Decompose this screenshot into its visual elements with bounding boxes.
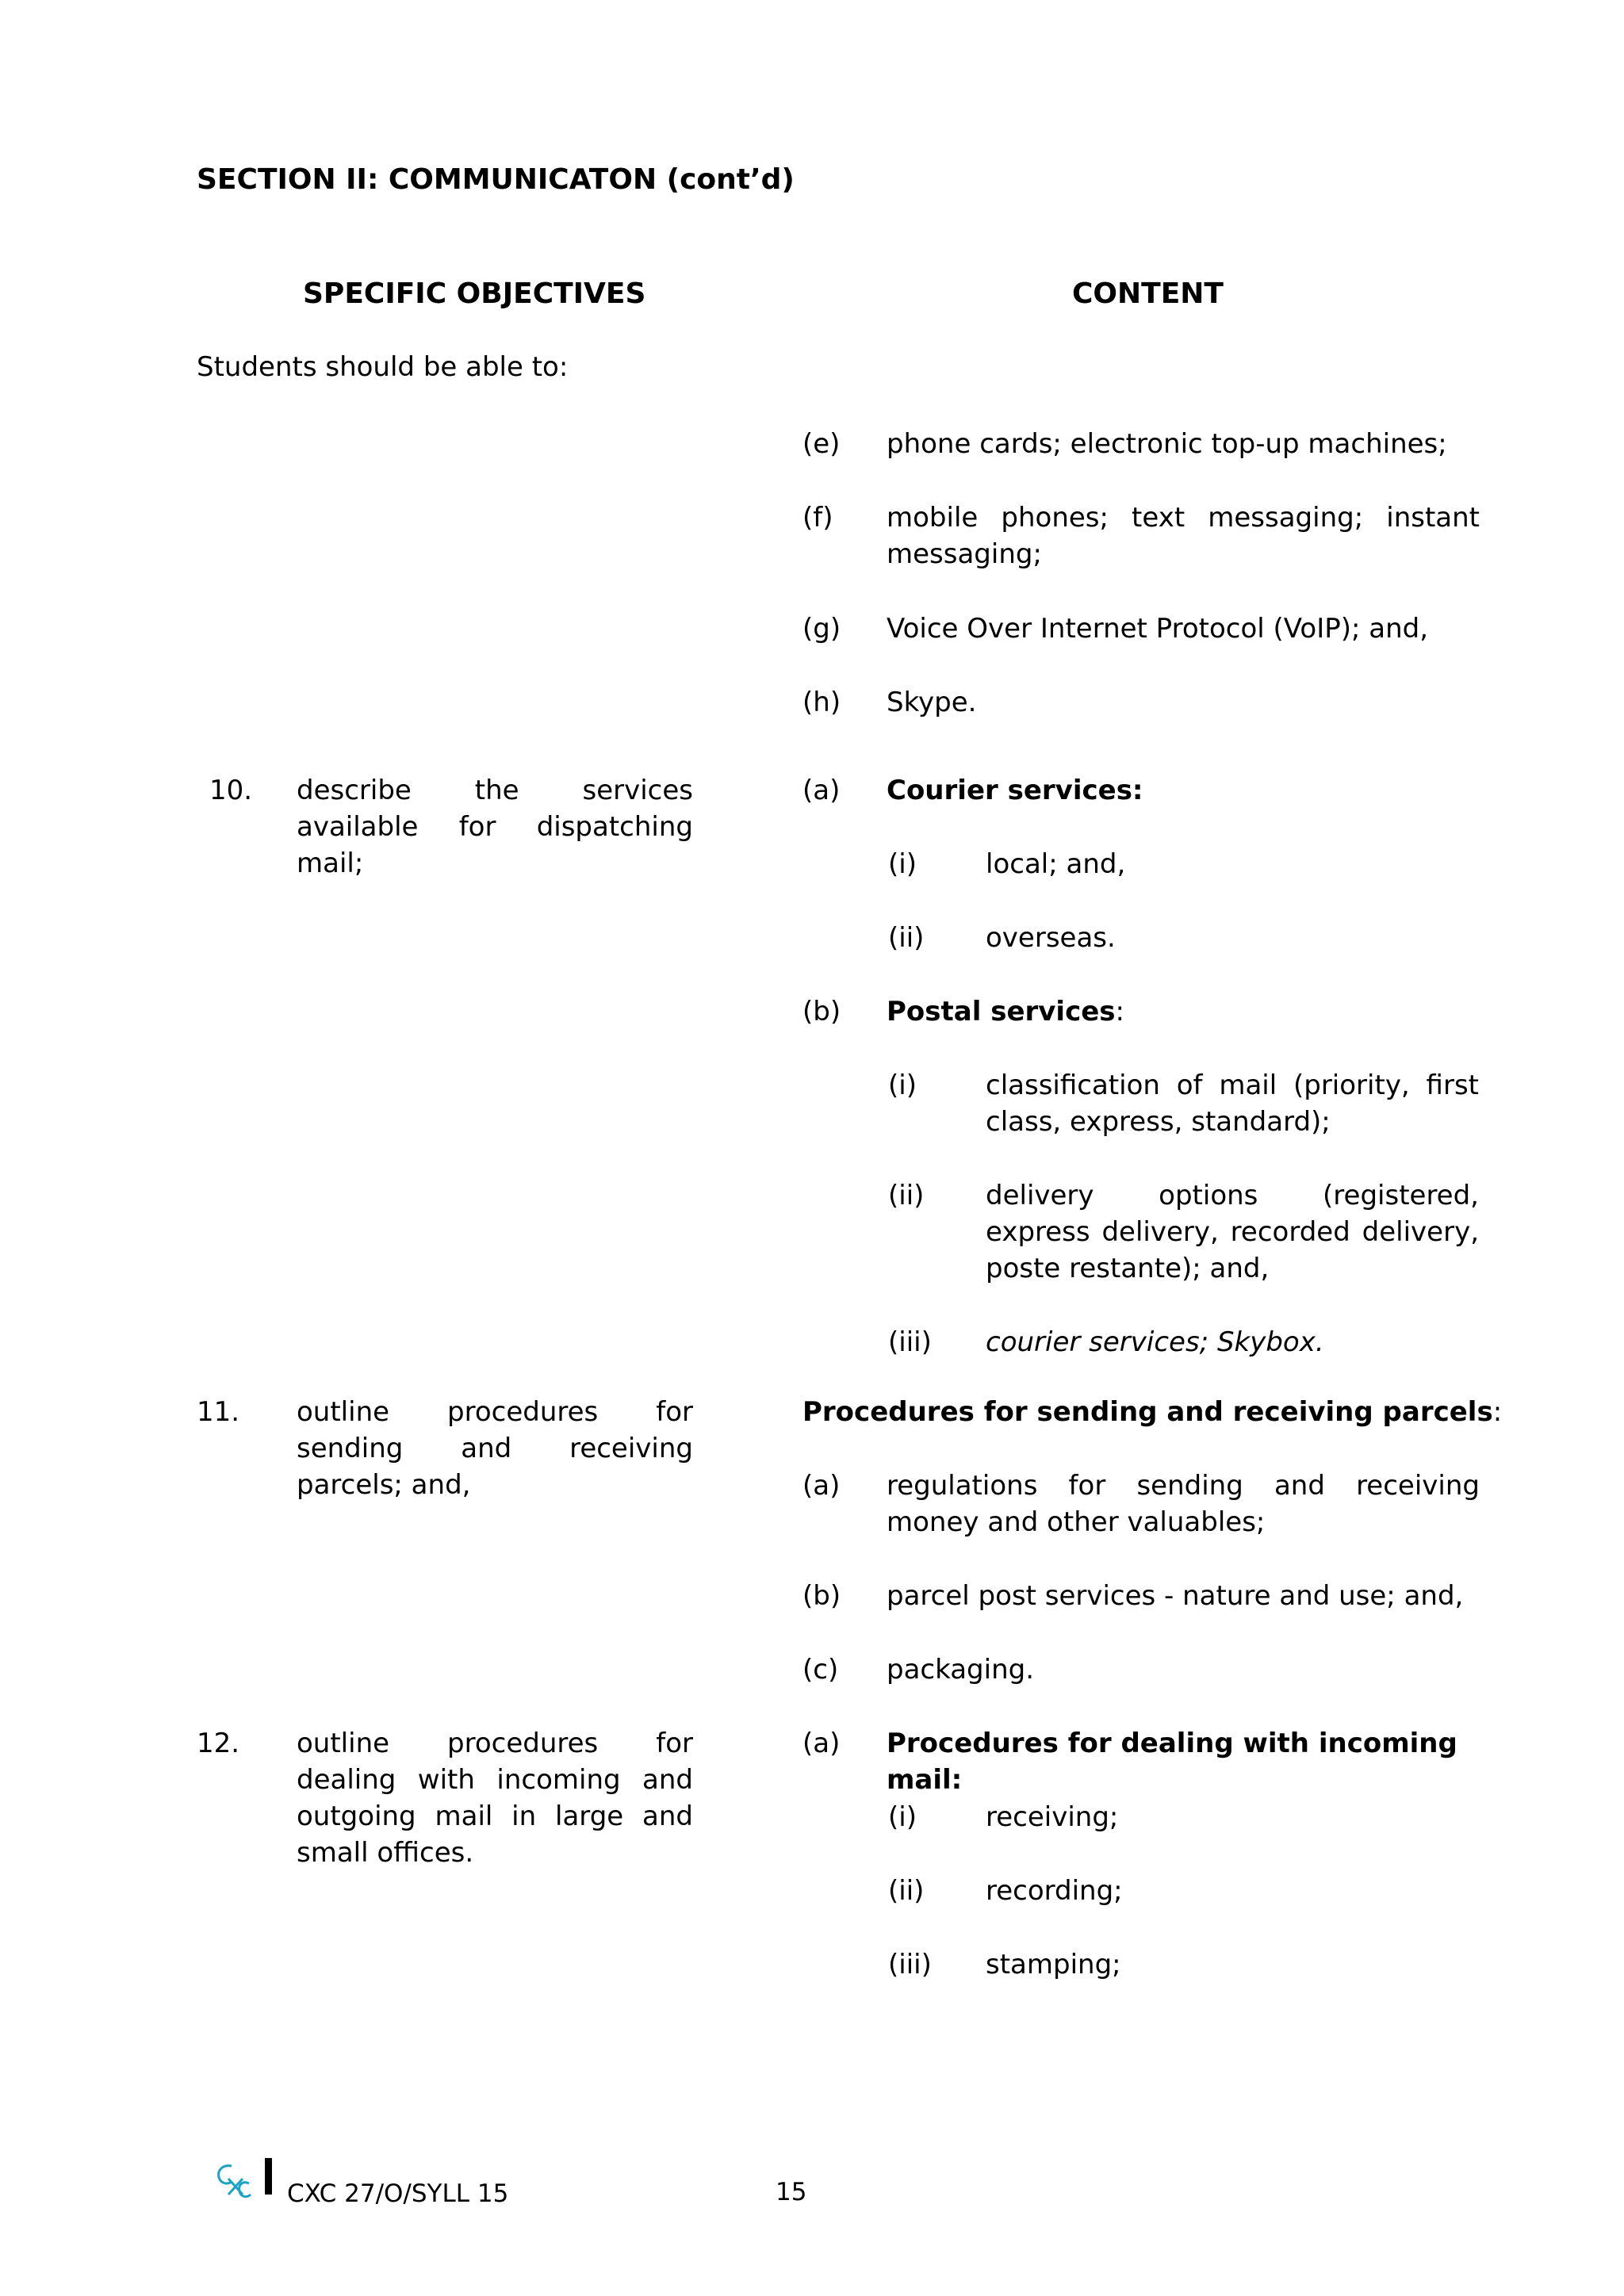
objective-text: describe the services available for dispatching mail; [297, 775, 693, 879]
objective-number: 10. [209, 775, 253, 806]
objective-text: outline procedures for dealing with incoming and outgoing mail in large and small offices. [297, 1728, 693, 1869]
subitem-label: (iii) [888, 1326, 932, 1358]
item-text: phone cards; electronic top-up machines; [887, 428, 1447, 460]
subitem-label: (ii) [888, 1875, 925, 1907]
subitem-text: stamping; [986, 1949, 1121, 1980]
subitem-text: classification of mail (priority, first class, express, standard); [986, 1070, 1479, 1138]
parcels-heading-colon: : [1492, 1396, 1503, 1428]
subitem-text: local; and, [986, 848, 1126, 880]
subitem-label: (i) [888, 1070, 917, 1101]
footer-divider-bar [265, 2158, 272, 2195]
postal-services-heading-colon: : [1115, 996, 1125, 1027]
item-label: (h) [802, 687, 841, 718]
subitem-label: (ii) [888, 1180, 925, 1211]
item-label: (a) [802, 775, 841, 806]
subitem-label: (ii) [888, 922, 925, 954]
subitem-label: (i) [888, 848, 917, 880]
content-header: CONTENT [1072, 277, 1224, 310]
courier-services-heading: Courier services: [887, 775, 1143, 806]
item-label: (b) [802, 996, 841, 1027]
subitem-text: overseas. [986, 922, 1116, 954]
subitem-label: (i) [888, 1801, 917, 1833]
postal-services-heading-text: Postal services [887, 996, 1116, 1027]
item-text: parcel post services - nature and use; and, [887, 1580, 1464, 1612]
item-label: (a) [802, 1470, 841, 1502]
objective-number: 12. [197, 1728, 240, 1759]
item-label: (e) [802, 428, 841, 460]
footer-syllabus-code: CXC 27/O/SYLL 15 [287, 2179, 509, 2208]
postal-services-heading [887, 993, 1480, 1030]
subitem-label: (iii) [888, 1949, 932, 1980]
objective-number: 11. [197, 1396, 240, 1428]
item-text: regulations for sending and receiving money and other valuables; [887, 1470, 1480, 1538]
objective-text: outline procedures for sending and receiving parcels; and, [297, 1396, 693, 1501]
intro-text: Students should be able to: [197, 351, 569, 383]
item-label: (g) [802, 613, 841, 645]
subitem-text: receiving; [986, 1801, 1119, 1833]
section-title: SECTION II: COMMUNICATON (cont’d) [197, 163, 795, 196]
specific-objectives-header: SPECIFIC OBJECTIVES [303, 277, 646, 310]
item-text: packaging. [887, 1654, 1035, 1686]
footer-page-number: 15 [776, 2178, 807, 2206]
parcels-heading [802, 1394, 1502, 1430]
subitem-text: courier services; Skybox. [986, 1326, 1324, 1358]
item-text: mobile phones; text messaging; instant messaging; [887, 502, 1480, 570]
subitem-text: recording; [986, 1875, 1123, 1907]
item-label: (c) [802, 1654, 839, 1686]
parcels-heading-text: Procedures for sending and receiving parcels [802, 1396, 1493, 1428]
item-label: (f) [802, 502, 833, 534]
item-label: (a) [802, 1728, 841, 1759]
subitem-text: delivery options (registered, express delivery, recorded delivery, poste restante); and, [986, 1180, 1479, 1284]
incoming-mail-heading: Procedures for dealing with incoming mail: [887, 1728, 1457, 1796]
cxc-logo [208, 2160, 255, 2201]
item-label: (b) [802, 1580, 841, 1612]
item-text: Voice Over Internet Protocol (VoIP); and, [887, 613, 1429, 645]
item-text: Skype. [887, 687, 977, 718]
